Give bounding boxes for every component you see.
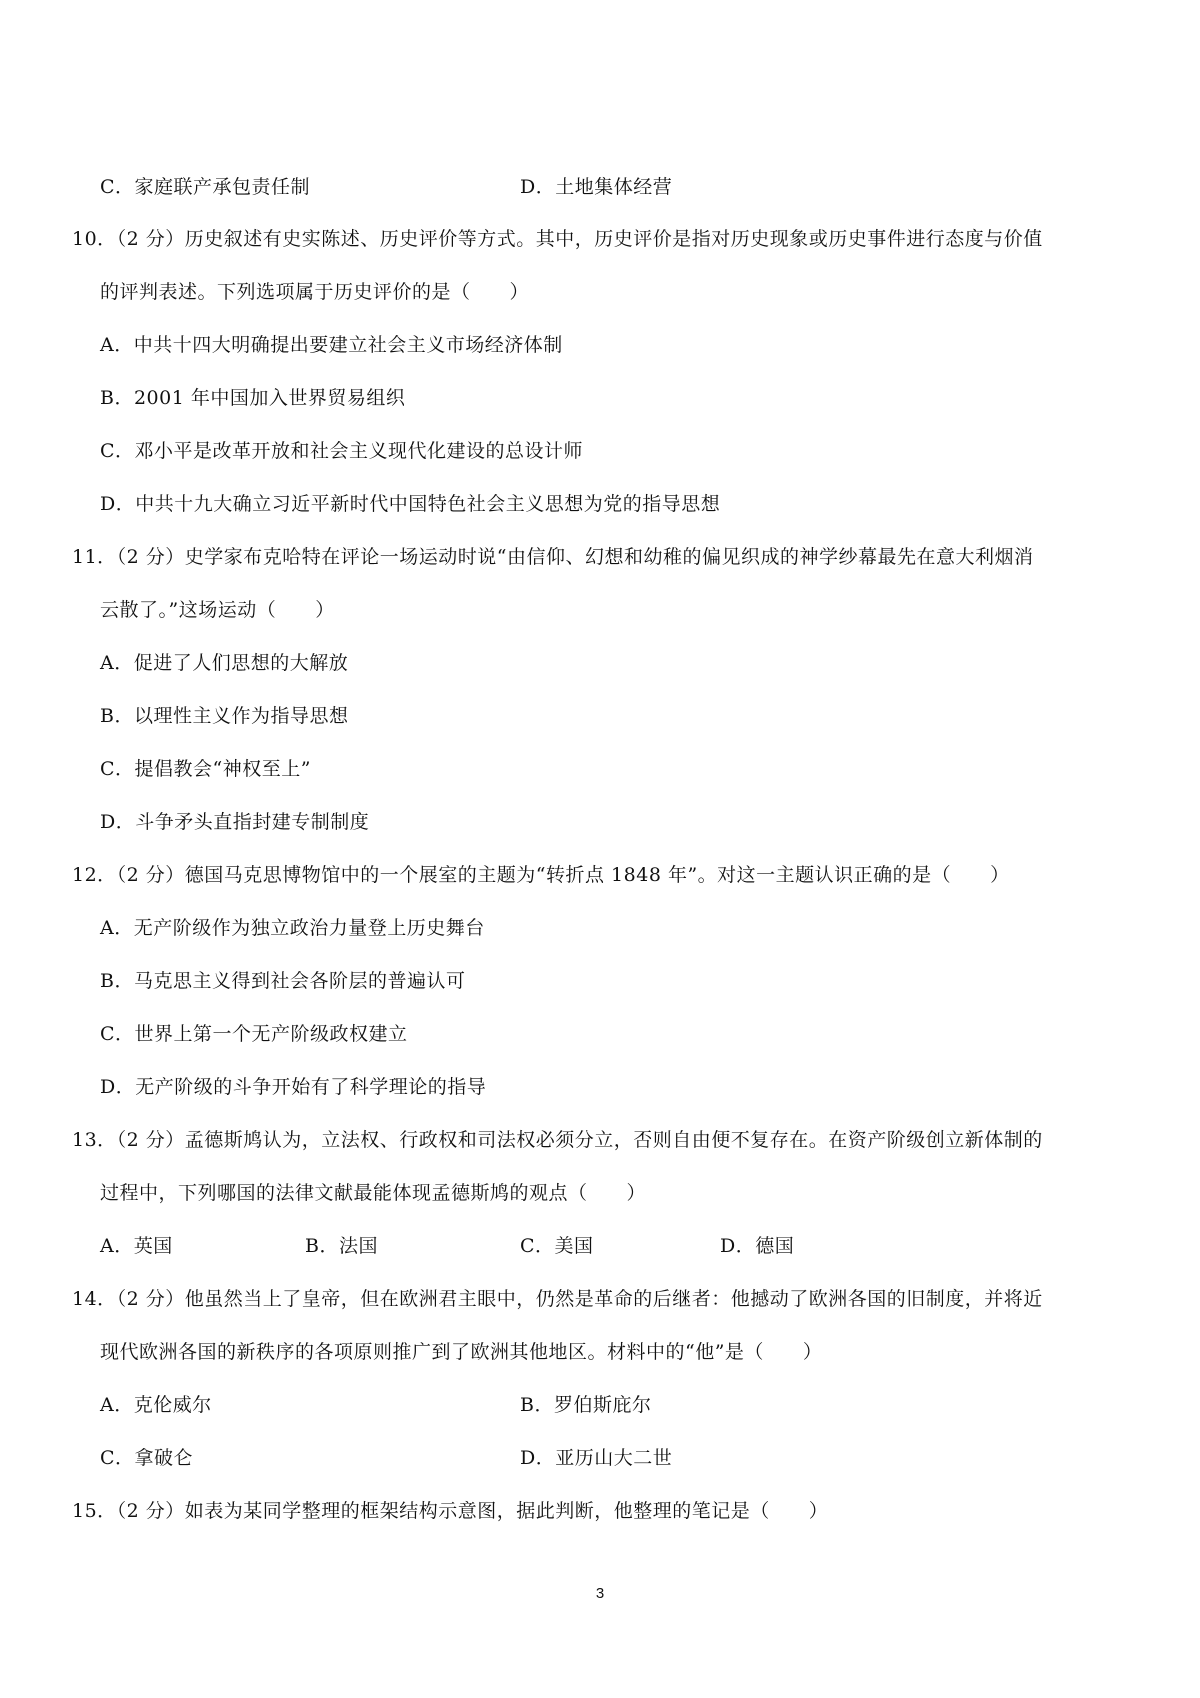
q14-option-b: B．罗伯斯庇尔 [520,1394,652,1416]
q10-stem-line-1: 10．（2 分）历史叙述有史实陈述、历史评价等方式。其中，历史评价是指对历史现象或历史事件进行态度与价值 [72,228,1043,250]
q11-stem-line-2: 云散了。”这场运动（ ） [100,599,335,621]
q9-option-c: C．家庭联产承包责任制 [100,176,311,198]
q12-option-b: B．马克思主义得到社会各阶层的普遍认可 [100,970,466,992]
q13-stem-line-1: 13．（2 分）孟德斯鸠认为，立法权、行政权和司法权必须分立，否则自由便不复存在。在资产阶级创立新体制的 [72,1129,1043,1151]
q10-option-c: C．邓小平是改革开放和社会主义现代化建设的总设计师 [100,440,584,462]
q11-option-c: C．提倡教会“神权至上” [100,758,311,780]
q13-option-d: D．德国 [720,1235,795,1257]
q13-stem-line-2: 过程中，下列哪国的法律文献最能体现孟德斯鸠的观点（ ） [100,1182,647,1204]
q14-stem-line-1: 14．（2 分）他虽然当上了皇帝，但在欧洲君主眼中，仍然是革命的后继者：他撼动了欧洲各国的旧制度，并将近 [72,1288,1043,1310]
q11-option-b: B．以理性主义作为指导思想 [100,705,349,727]
q10-option-a: A．中共十四大明确提出要建立社会主义市场经济体制 [100,334,563,356]
q9-option-d: D．土地集体经营 [520,176,673,198]
q10-option-d: D．中共十九大确立习近平新时代中国特色社会主义思想为党的指导思想 [100,493,721,515]
q14-stem-line-2: 现代欧洲各国的新秩序的各项原则推广到了欧洲其他地区。材料中的“他”是（ ） [100,1341,823,1363]
page-number: 3 [595,1585,605,1602]
q13-option-a: A．英国 [100,1235,173,1257]
q12-option-c: C．世界上第一个无产阶级政权建立 [100,1023,408,1045]
q14-option-a: A．克伦威尔 [100,1394,212,1416]
q10-option-b: B．2001 年中国加入世界贸易组织 [100,387,406,409]
q14-option-c: C．拿破仑 [100,1447,194,1469]
q12-stem-line-1: 12．（2 分）德国马克思博物馆中的一个展室的主题为“转折点 1848 年”。对这一主题认识正确的是（ ） [72,864,1010,886]
q12-option-d: D．无产阶级的斗争开始有了科学理论的指导 [100,1076,487,1098]
q11-option-d: D．斗争矛头直指封建专制制度 [100,811,370,833]
q13-option-b: B．法国 [305,1235,378,1257]
q14-option-d: D．亚历山大二世 [520,1447,673,1469]
q11-stem-line-1: 11．（2 分）史学家布克哈特在评论一场运动时说“由信仰、幻想和幼稚的偏见织成的神学纱幕最先在意大利烟消 [72,546,1034,568]
q13-option-c: C．美国 [520,1235,594,1257]
q11-option-a: A．促进了人们思想的大解放 [100,652,349,674]
q10-stem-line-2: 的评判表述。下列选项属于历史评价的是（ ） [100,281,530,303]
q12-option-a: A．无产阶级作为独立政治力量登上历史舞台 [100,917,485,939]
q15-stem-line-1: 15．（2 分）如表为某同学整理的框架结构示意图，据此判断，他整理的笔记是（ ） [72,1500,829,1522]
